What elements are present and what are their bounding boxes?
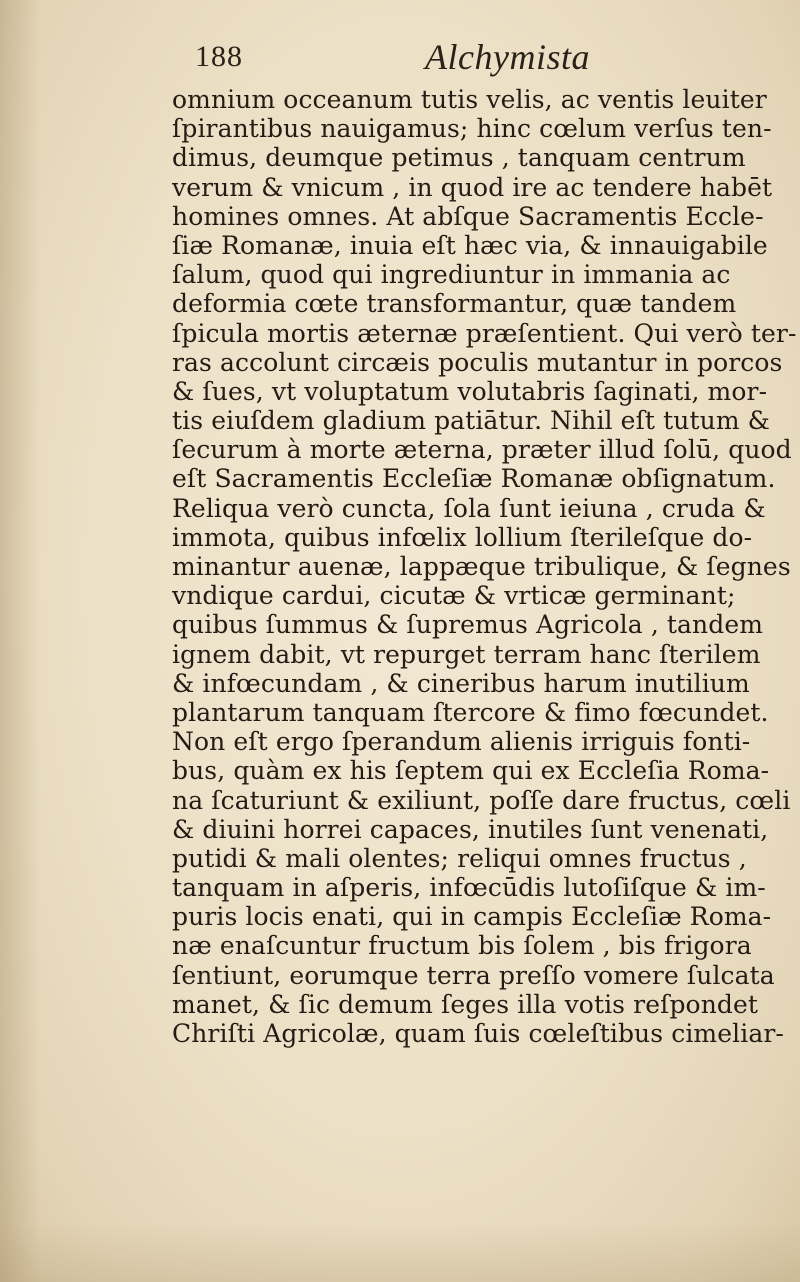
text-line: plantarum tanquam ſtercore & fimo fœcundet. bbox=[172, 697, 769, 727]
text-line: Reliqua verò cuncta, ſola ſunt ieiuna , cruda & bbox=[172, 493, 766, 523]
text-line: tanquam in aſperis, infœcūdis lutoſiſque & im- bbox=[172, 873, 766, 903]
page-edge-shadow bbox=[0, 0, 40, 1282]
running-title: Alchymista bbox=[425, 37, 590, 77]
text-line: eſt Sacramentis Eccleſiæ Romanæ obſignatum. bbox=[172, 464, 776, 494]
text-line: ſecurum à morte æterna, præter illud ſolū, quod bbox=[172, 435, 792, 465]
body-text bbox=[172, 85, 797, 1048]
text-line: ignem dabit, vt repurget terram hanc ſterilem bbox=[172, 639, 761, 669]
text-line: tis eiuſdem gladium patiātur. Nihil eſt tutum & bbox=[172, 406, 771, 436]
text-line: puris locis enati, qui in campis Eccleſiæ Roma- bbox=[172, 902, 772, 932]
text-line: ſalum, quod qui ingrediuntur in immania ac bbox=[172, 260, 731, 290]
text-line: & diuini horrei capaces, inutiles ſunt venenati, bbox=[172, 814, 769, 844]
text-line: næ enaſcuntur fructum bis ſolem , bis frigora bbox=[172, 931, 752, 961]
text-line: omnium occeanum tutis velis, ac ventis leuiter bbox=[172, 85, 767, 114]
text-line: ſentiunt, eorumque terra preſſo vomere ſulcata bbox=[172, 960, 775, 990]
text-line: homines omnes. At abſque Sacramentis Eccle- bbox=[172, 201, 764, 231]
text-line: immota, quibus infœlix lollium ſterileſque do- bbox=[172, 522, 753, 552]
text-line: quibus ſummus & ſupremus Agricola , tandem bbox=[172, 610, 764, 640]
text-line: manet, & ſic demum ſeges illa votis reſpondet bbox=[172, 989, 759, 1019]
page-number: 188 bbox=[195, 40, 243, 73]
page-header bbox=[195, 36, 655, 86]
page-bottom-shadow bbox=[0, 1222, 800, 1282]
text-line: vndique cardui, cicutæ & vrticæ germinant; bbox=[172, 581, 736, 611]
text-line: ſiæ Romanæ, inuia eſt hæc via, & innauigabile bbox=[172, 230, 768, 260]
text-line: & infœcundam , & cineribus harum inutilium bbox=[172, 668, 750, 698]
text-line: verum & vnicum , in quod ire ac tendere habēt bbox=[172, 172, 773, 202]
text-line: & ſues, vt voluptatum volutabris ſaginati, mor- bbox=[172, 376, 768, 406]
text-line: bus, quàm ex his ſeptem qui ex Eccleſia Roma- bbox=[172, 756, 770, 786]
text-line: na ſcaturiunt & exiliunt, poſſe dare fructus, cœli bbox=[172, 785, 791, 815]
text-line: Non eſt ergo ſperandum alienis irriguis fonti- bbox=[172, 727, 751, 757]
text-line: dimus, deumque petimus , tanquam centrum bbox=[172, 143, 746, 173]
text-line: ſpicula mortis æternæ præſentient. Qui verò ter- bbox=[172, 318, 797, 348]
text-line: putidi & mali olentes; reliqui omnes fructus , bbox=[172, 843, 747, 873]
text-line: deformia cœte transformantur, quæ tandem bbox=[172, 289, 737, 319]
text-line: minantur auenæ, lappæque tribulique, & ſegnes bbox=[172, 552, 791, 581]
text-line: ſpirantibus nauigamus; hinc cœlum verſus ten- bbox=[172, 114, 772, 144]
text-line: Chriſti Agricolæ, quam ſuis cœleſtibus cimeliar- bbox=[172, 1019, 784, 1048]
text-line: ras accolunt circæis poculis mutantur in porcos bbox=[172, 347, 783, 377]
